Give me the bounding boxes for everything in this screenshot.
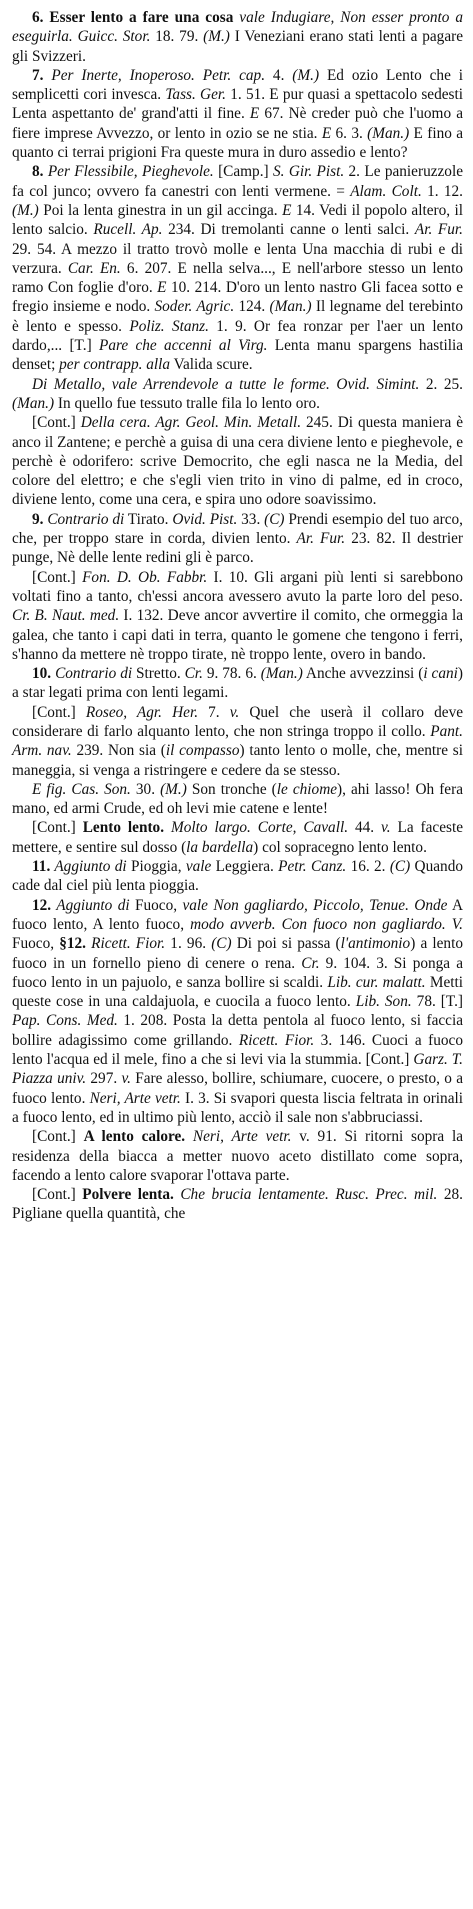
text-run: I. 3. Si svapori questa liscia feltrata in orinali a fuoco lento, ed in ultimo più lento, acciò il sale non s'abbruciassi.	[12, 1089, 463, 1126]
italic-run: (C)	[389, 858, 411, 876]
text-run: 2. 25.	[419, 375, 464, 393]
text-run: 67. Nè creder può che l'uomo a fiere imprese Avvezzo, or lento in ozio se ne stia.	[12, 105, 463, 142]
sense-paragraph	[12, 896, 463, 1128]
text-run: 1. 9. Or fea ronzar per l'aer un lento dardo,... [T.]	[12, 317, 463, 355]
italic-run: la bardella	[186, 838, 254, 856]
italic-run: Alam. Colt.	[350, 182, 422, 200]
italic-run: Neri, Arte vetr.	[89, 1089, 181, 1107]
text-run: 234. Di tremolanti canne o lenti salci.	[162, 221, 415, 239]
text-run: 124.	[234, 298, 270, 316]
italic-run: v.	[229, 703, 240, 721]
text-run: 3. 146. Cuoci a fuoco lento l'acqua ed il mele, fino a che si levi via la stummia. [Cont.]	[12, 1031, 463, 1069]
italic-run: (Man.)	[269, 298, 312, 316]
text-run: I. 132. Deve ancor avvertire il comito, che ormeggia la galea, che tanto i capi dati in terra, quanto le gomene che tengono i ferri, s'hanno da mettere nè troppo tirate, nè troppo lente, overo in bando.	[12, 607, 463, 663]
text-run: 23. 82. Il destrier punge, Nè delle lente redini gli è parco.	[12, 530, 463, 567]
italic-run: Contrario di	[51, 665, 133, 683]
italic-run: Fon. D. Ob. Fabbr.	[82, 568, 208, 586]
subentry-paragraph	[12, 1127, 463, 1185]
text-run: ) a star legati prima con lenti legami.	[12, 665, 463, 702]
bold-run: 7.	[32, 66, 44, 84]
italic-run: (C)	[264, 510, 285, 528]
italic-run: l'antimonio	[340, 935, 411, 953]
text-run: 6. 207. E nella selva..., E nell'arbore stesso un lento ramo Con foglie d'oro.	[12, 259, 463, 297]
text-run: [Cont.]	[32, 1128, 84, 1146]
text-run: Prendi esempio del tuo arco, che, per troppo stare in corda, divien lento.	[12, 510, 463, 548]
text-run: In quello fue tessuto tralle fila lo lento oro.	[54, 394, 320, 412]
italic-run: (Man.)	[367, 124, 410, 142]
italic-run: modo avverb. Con fuoco non gagliardo. V.	[190, 915, 463, 933]
italic-run: Per Flessibile, Pieghevole.	[43, 163, 214, 181]
italic-run: Poliz. Stanz.	[129, 317, 209, 335]
text-run: 78. [T.]	[411, 993, 463, 1011]
subentry-paragraph	[12, 1185, 463, 1224]
italic-run: (M.)	[203, 28, 230, 46]
text-run: [Cont.]	[32, 1186, 83, 1204]
italic-run: E	[282, 201, 292, 219]
sense-paragraph	[12, 162, 463, 374]
italic-run: Lib. Son.	[355, 993, 412, 1011]
italic-run: le chiome	[276, 780, 338, 798]
italic-run: S. Gir. Pist.	[272, 163, 345, 181]
bold-run: Polvere lenta.	[82, 1186, 174, 1204]
text-run: 18. 79.	[150, 28, 204, 46]
bold-run: 8.	[32, 163, 44, 181]
subentry-paragraph	[12, 780, 463, 819]
bold-run: 10.	[32, 665, 52, 683]
italic-run: Garz. T. Piazza univ.	[12, 1051, 464, 1088]
text-run: La faceste mettere, e sentire sul dosso (	[12, 819, 464, 856]
italic-run: Contrario di	[43, 510, 125, 528]
italic-run: E fig. Cas. Son.	[32, 780, 131, 798]
italic-run: Di Metallo, vale Arrendevole a tutte le forme. Ovid. Simint.	[32, 375, 420, 393]
text-run: 239. Non sia (	[71, 742, 166, 760]
text-run: 1. 12.	[421, 182, 464, 200]
text-run: 30.	[130, 780, 161, 798]
bold-run: 9.	[32, 510, 44, 528]
text-run: Quando cade dal ciel più lenta pioggia.	[12, 858, 463, 895]
italic-run: (M.)	[160, 780, 187, 798]
italic-run: Ricett. Fior.	[238, 1031, 315, 1049]
italic-run: Guicc. Stor.	[77, 28, 151, 46]
italic-run: (Man.)	[12, 394, 55, 412]
bold-run: Lento lento.	[82, 819, 165, 837]
italic-run: Cr. B. Naut. med.	[12, 607, 120, 625]
text-run: Quel che userà il collaro deve considerare di farlo alquanto lento, che non stringa troppo il collo.	[12, 703, 464, 740]
text-run: 1. 96.	[165, 935, 212, 953]
italic-run: (M.)	[292, 66, 320, 84]
italic-run: Pant. Arm. nav.	[12, 722, 463, 760]
text-run: Stretto.	[132, 665, 185, 683]
italic-run: Soder. Agric.	[154, 298, 235, 316]
italic-run: E	[249, 105, 260, 123]
text-run: 16. 2.	[346, 858, 390, 876]
text-run: Fare alesso, bollire, schiumare, cuocere, o presto, o a fuoco lento.	[12, 1070, 463, 1107]
text-run: 4.	[265, 66, 293, 84]
text-run: Ed ozio Lento che i semplicetti cori invesca.	[12, 66, 463, 104]
text-run: Metti queste cose in una caldajuola, e cuocila a fuoco lento.	[12, 973, 463, 1011]
text-run: 33.	[237, 510, 265, 528]
text-run: [Cont.]	[32, 819, 83, 837]
italic-run: Roseo, Agr. Her.	[85, 703, 199, 721]
italic-run: Tass. Ger.	[165, 86, 226, 104]
text-run: I. 10. Gli argani più lenti si sarebbono voltati fino a tanto, ch'essi ancora avessero avuto la parte loro del peso.	[12, 568, 463, 605]
italic-run: v.	[121, 1070, 131, 1088]
text-run: 297.	[86, 1070, 122, 1088]
text-run: Poi la lenta ginestra in un gil accinga.	[38, 201, 283, 219]
text-run: 10. 214. D'oro un lento nastro Gli facea sotto e fregio insieme e nodo.	[12, 279, 463, 316]
text-run: 14. Vedi il popolo altero, il lento salcio.	[12, 201, 463, 239]
italic-run: vale Non gagliardo, Piccolo, Tenue. Onde	[182, 896, 448, 914]
bold-run: 12.	[32, 896, 52, 914]
italic-run: E	[157, 279, 167, 297]
italic-run: Cr.	[301, 954, 320, 972]
italic-run: Petr. Canz.	[278, 858, 347, 876]
bold-run: A lento calore.	[83, 1128, 186, 1146]
text-run: ) a lento fuoco in un fornello pieno di cenere o rena.	[12, 935, 463, 972]
text-run: Lenta manu spargens hastilia denset;	[12, 337, 463, 374]
text-run: Il legname del terebinto è lento e spesso.	[12, 298, 463, 335]
text-run: Fuoco,	[12, 935, 60, 953]
italic-run: Della cera. Agr. Geol. Min. Metall.	[80, 414, 302, 432]
italic-run: Ar. Fur.	[296, 530, 346, 548]
sense-paragraph	[12, 66, 463, 162]
text-run: 29. 54. A mezzo il tratto trovò molle e lenta Una macchia di rubi e di verzura.	[12, 240, 463, 277]
italic-run: (M.)	[12, 201, 39, 219]
text-run: ) tanto lento o molle, che, mentre si maneggia, si venga a ristringere e cedere da se stesso.	[12, 742, 463, 779]
text-run: 7.	[198, 703, 230, 721]
italic-run: Lib. cur. malatt.	[327, 973, 426, 991]
sense-paragraph	[12, 664, 463, 703]
bold-run: 11.	[32, 858, 51, 876]
italic-run: Che brucia lentamente. Rusc. Prec. mil.	[173, 1186, 438, 1204]
italic-run: (C)	[211, 935, 232, 953]
text-run: Anche avvezzinsi (	[302, 665, 424, 683]
text-run: 1. 208. Posta la detta pentola al fuoco lento, si faccia bollire adagissimo come grillando.	[12, 1012, 463, 1049]
subentry-paragraph	[12, 703, 463, 780]
bold-run: §12.	[59, 935, 86, 953]
italic-run: per contrapp. alla	[59, 356, 171, 374]
text-run: 2. Le panieruzzole fa col junco; ovvero fa canestri con lenti vermene. =	[12, 163, 463, 200]
italic-run: Pap. Cons. Med.	[12, 1012, 118, 1030]
text-run: 245. Di questa maniera è anco il Zantene; e perchè a guisa di una cera diviene lento e pieghevole, e perchè è odorifero: scrive Democrito, che egli nasca ne la Media, del colore del elettro; e che s'egli vien trito in vino di palme, ed in croco, diviene lento, come una cera, e spira uno odore soavissimo.	[12, 414, 463, 509]
text-run: Di poi si passa (	[231, 935, 341, 953]
italic-run: Ovid. Pist.	[172, 510, 238, 528]
text-run: 9. 104. 3. Si ponga a fuoco lento in un pajuolo, e sanza bollire si scaldi.	[12, 954, 463, 991]
text-run: E fino a quanto ci terrai prigioni Fra queste mura in duro assedio e lento?	[12, 124, 464, 162]
sense-paragraph	[12, 510, 463, 568]
italic-run: E	[321, 124, 332, 142]
italic-run: Aggiunto di	[51, 896, 130, 914]
subentry-paragraph	[12, 568, 463, 664]
italic-run: Car. En.	[67, 259, 121, 277]
italic-run: Neri, Arte vetr.	[192, 1128, 292, 1146]
text-run: [Cont.]	[32, 568, 83, 586]
text-run: 9. 78. 6.	[202, 665, 261, 683]
text-run: [Camp.]	[213, 163, 273, 181]
italic-run: Ricett. Fior.	[91, 935, 166, 953]
italic-run: vale Indugiare, Non esser pronto a eseguirla.	[12, 9, 463, 46]
italic-run: Aggiunto di	[50, 858, 127, 876]
subentry-paragraph	[12, 375, 463, 414]
italic-run: Cr.	[184, 665, 203, 683]
text-run: I Veneziani erano stati lenti a pagare gli Svizzeri.	[12, 28, 463, 65]
italic-run: Pare che accenni al Virg.	[99, 337, 268, 355]
text-run: ), ahi lasso! Oh fera mano, ed armi Crude, ed oh levi mie catene e lente!	[12, 780, 463, 818]
italic-run: Per Inerte, Inoperoso. Petr. cap.	[43, 66, 266, 84]
text-run: ) col sopracegno lento lento.	[253, 838, 427, 856]
italic-run: Molto largo. Corte, Cavall.	[164, 819, 349, 837]
italic-run: v.	[381, 819, 391, 837]
text-run: v. 91. Si ritorni sopra la residenza della biacca a metter nuovo aceto distillato come sopra, facendo a lento calore svaporar l'ottava parte.	[12, 1128, 463, 1184]
text-run: Valida scure.	[170, 356, 253, 374]
subentry-paragraph	[12, 818, 463, 857]
text-run: 6. 3.	[331, 124, 368, 142]
text-run: 1. 51. E pur quasi a spettacolo sedesti Lenta aspettanto de' grand'atti il fine.	[12, 86, 463, 123]
sense-paragraph	[12, 857, 463, 896]
italic-run: vale	[185, 858, 212, 876]
italic-run: il compasso	[165, 742, 240, 760]
text-run: [Cont.]	[32, 703, 86, 721]
text-run: Son tronche (	[186, 780, 277, 798]
text-run	[185, 1128, 193, 1145]
text-run: A fuoco lento, A lento fuoco,	[12, 896, 464, 933]
text-run: Tirato.	[124, 510, 173, 528]
italic-run: Ar. Fur.	[414, 221, 463, 239]
text-run: Fuoco,	[129, 896, 183, 914]
text-run: 44.	[348, 819, 382, 837]
subentry-paragraph	[12, 413, 463, 509]
sense-paragraph	[12, 8, 463, 66]
bold-run: 6. Esser lento a fare una cosa	[32, 9, 234, 26]
italic-run: i cani	[423, 665, 458, 683]
text-run: [Cont.]	[32, 414, 81, 432]
italic-run: (Man.)	[260, 665, 303, 683]
text-run: Leggiera.	[211, 858, 279, 876]
text-run: 28. Pigliane quella quantità, che	[12, 1186, 464, 1223]
italic-run: Rucell. Ap.	[93, 221, 163, 239]
text-run: Pioggia,	[126, 858, 186, 876]
